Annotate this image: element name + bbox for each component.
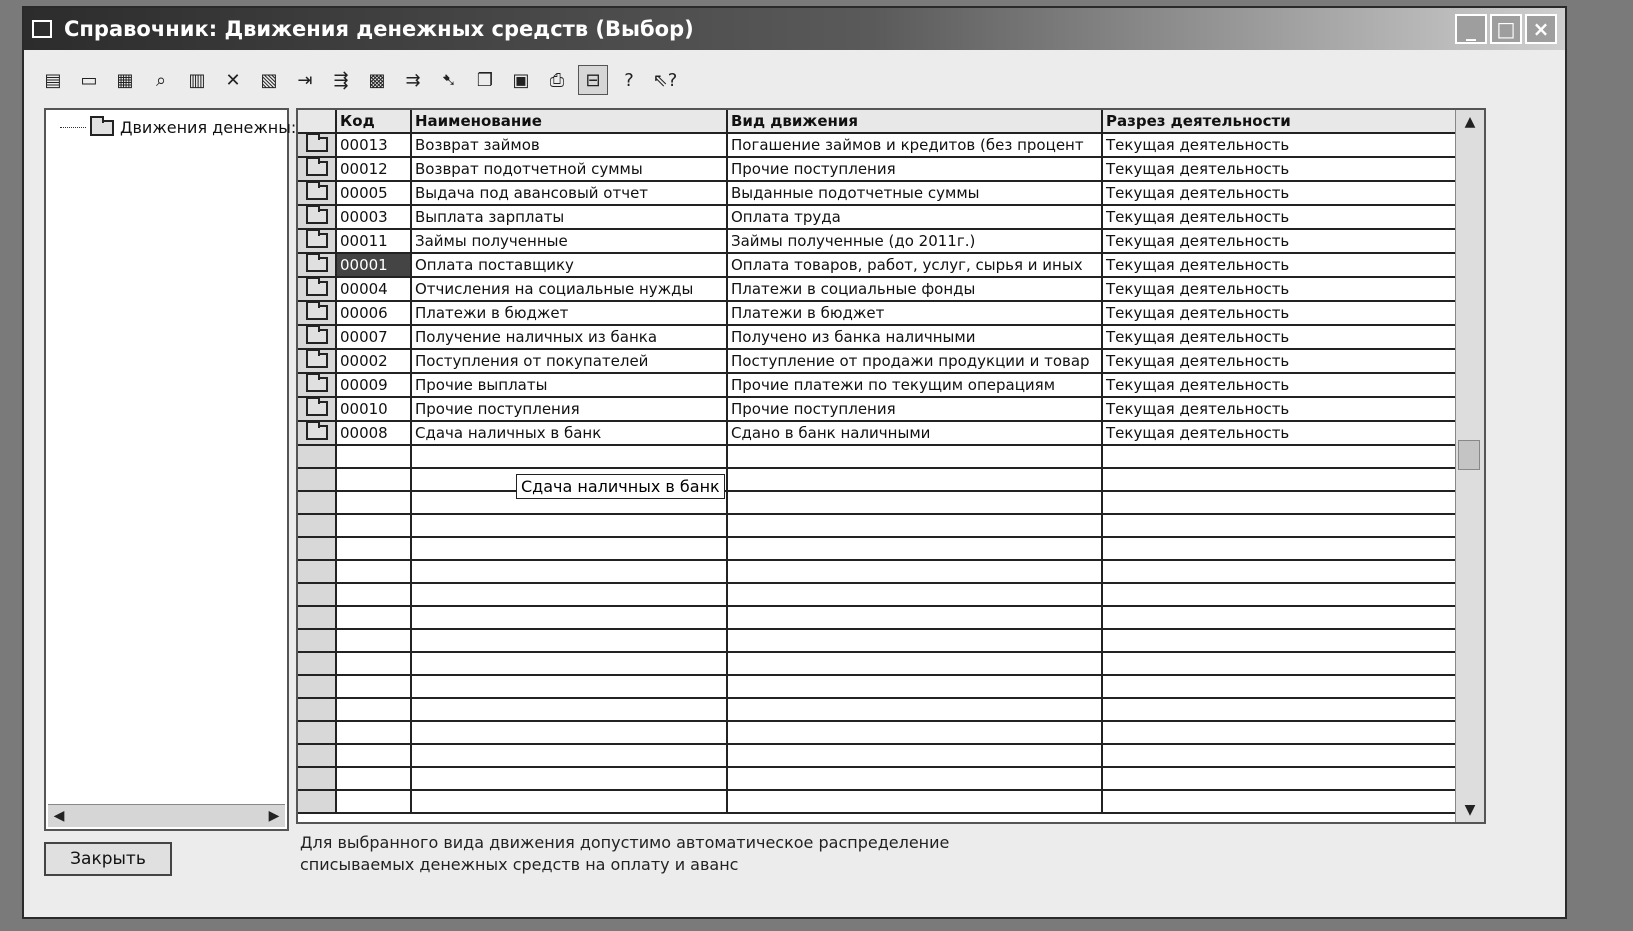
folder-icon bbox=[306, 185, 328, 200]
empty-cell bbox=[727, 606, 1102, 629]
tree-connector bbox=[60, 127, 86, 128]
cell-name[interactable]: Прочие поступления bbox=[411, 397, 727, 421]
empty-cell bbox=[336, 698, 411, 721]
empty-row bbox=[298, 629, 1456, 652]
mark-delete-icon[interactable]: ▧ bbox=[260, 69, 278, 91]
scroll-thumb[interactable] bbox=[1458, 440, 1480, 470]
copy-icon[interactable]: ▦ bbox=[116, 69, 134, 91]
cell-code[interactable]: 00007 bbox=[336, 325, 411, 349]
row-icon-cell bbox=[298, 301, 336, 325]
minimize-button[interactable]: _ bbox=[1455, 14, 1487, 44]
table-row[interactable] bbox=[298, 349, 1456, 373]
cell-name[interactable]: Оплата поставщику bbox=[411, 253, 727, 277]
table-row[interactable] bbox=[298, 325, 1456, 349]
empty-cell bbox=[411, 606, 727, 629]
row-icon-cell bbox=[298, 229, 336, 253]
title-bar[interactable] bbox=[24, 8, 1565, 50]
empty-cell bbox=[1102, 744, 1456, 767]
empty-cell bbox=[1102, 445, 1456, 468]
toolbar bbox=[38, 60, 680, 100]
cell-code[interactable]: 00004 bbox=[336, 277, 411, 301]
cell-code[interactable]: 00011 bbox=[336, 229, 411, 253]
empty-row bbox=[298, 790, 1456, 813]
empty-cell bbox=[298, 514, 336, 537]
empty-row bbox=[298, 514, 1456, 537]
scroll-right-icon[interactable]: ▶ bbox=[268, 808, 280, 824]
empty-cell bbox=[411, 583, 727, 606]
empty-cell bbox=[727, 537, 1102, 560]
cell-name[interactable]: Возврат займов bbox=[411, 133, 727, 157]
empty-cell bbox=[298, 629, 336, 652]
empty-row bbox=[298, 491, 1456, 514]
empty-cell bbox=[298, 675, 336, 698]
empty-cell bbox=[727, 698, 1102, 721]
empty-row bbox=[298, 767, 1456, 790]
table-row[interactable] bbox=[298, 253, 1456, 277]
empty-cell bbox=[336, 721, 411, 744]
cell-kind[interactable]: Выданные подотчетные суммы bbox=[727, 181, 1102, 205]
cell-name[interactable]: Платежи в бюджет bbox=[411, 301, 727, 325]
folder-icon bbox=[306, 209, 328, 224]
cell-code[interactable]: 00008 bbox=[336, 421, 411, 445]
folder-icon bbox=[306, 401, 328, 416]
empty-cell bbox=[411, 698, 727, 721]
cell-code[interactable]: 00005 bbox=[336, 181, 411, 205]
cell-code[interactable]: 00009 bbox=[336, 373, 411, 397]
empty-cell bbox=[727, 491, 1102, 514]
folder-icon bbox=[306, 161, 328, 176]
cell-section[interactable]: Текущая деятельность bbox=[1102, 325, 1456, 349]
empty-cell bbox=[727, 468, 1102, 491]
edit-icon[interactable]: ▥ bbox=[188, 69, 206, 91]
empty-cell bbox=[298, 583, 336, 606]
empty-cell bbox=[727, 721, 1102, 744]
cell-section[interactable]: Текущая деятельность bbox=[1102, 373, 1456, 397]
folder-icon bbox=[306, 281, 328, 296]
close-window-button[interactable]: × bbox=[1525, 14, 1557, 44]
empty-row bbox=[298, 537, 1456, 560]
row-icon-cell bbox=[298, 133, 336, 157]
row-icon-cell bbox=[298, 253, 336, 277]
empty-cell bbox=[1102, 698, 1456, 721]
empty-cell bbox=[336, 445, 411, 468]
cell-kind[interactable]: Погашение займов и кредитов (без процент bbox=[727, 133, 1102, 157]
empty-cell bbox=[411, 560, 727, 583]
empty-row bbox=[298, 468, 1456, 491]
column-header-name[interactable]: Наименование bbox=[411, 110, 727, 133]
row-icon-cell bbox=[298, 325, 336, 349]
empty-cell bbox=[411, 675, 727, 698]
row-icon-cell bbox=[298, 421, 336, 445]
empty-row bbox=[298, 560, 1456, 583]
cell-section[interactable]: Текущая деятельность bbox=[1102, 205, 1456, 229]
empty-cell bbox=[336, 537, 411, 560]
header-row bbox=[298, 110, 1456, 133]
context-help-icon[interactable]: ⇖? bbox=[652, 69, 678, 91]
filter-off-icon[interactable]: ▩ bbox=[368, 69, 386, 91]
empty-cell bbox=[1102, 767, 1456, 790]
empty-cell bbox=[298, 767, 336, 790]
empty-cell bbox=[411, 514, 727, 537]
cell-section[interactable]: Текущая деятельность bbox=[1102, 421, 1456, 445]
table-row[interactable] bbox=[298, 181, 1456, 205]
cell-code[interactable]: 00013 bbox=[336, 133, 411, 157]
cell-kind[interactable]: Сдано в банк наличными bbox=[727, 421, 1102, 445]
table-row[interactable] bbox=[298, 133, 1456, 157]
hierarchy-icon[interactable]: ⊟ bbox=[578, 65, 608, 95]
cell-code[interactable]: 00002 bbox=[336, 349, 411, 373]
empty-cell bbox=[298, 606, 336, 629]
empty-cell bbox=[411, 537, 727, 560]
cell-name[interactable]: Поступления от покупателей bbox=[411, 349, 727, 373]
empty-row bbox=[298, 606, 1456, 629]
cell-kind[interactable]: Оплата труда bbox=[727, 205, 1102, 229]
empty-cell bbox=[298, 468, 336, 491]
cell-name[interactable]: Отчисления на социальные нужды bbox=[411, 277, 727, 301]
cell-kind[interactable]: Получено из банка наличными bbox=[727, 325, 1102, 349]
folder-icon bbox=[306, 353, 328, 368]
empty-cell bbox=[727, 445, 1102, 468]
empty-row bbox=[298, 675, 1456, 698]
folder-icon bbox=[306, 425, 328, 440]
cell-section[interactable]: Текущая деятельность bbox=[1102, 133, 1456, 157]
cell-kind[interactable]: Платежи в социальные фонды bbox=[727, 277, 1102, 301]
cell-name[interactable]: Займы полученные bbox=[411, 229, 727, 253]
empty-cell bbox=[298, 698, 336, 721]
hint-line-1: Для выбранного вида движения допустимо автоматическое распределение bbox=[300, 833, 950, 852]
cell-name[interactable]: Сдача наличных в банк bbox=[411, 421, 727, 445]
cell-code[interactable]: 00010 bbox=[336, 397, 411, 421]
tree-horizontal-scrollbar[interactable] bbox=[48, 804, 285, 827]
empty-row bbox=[298, 652, 1456, 675]
empty-cell bbox=[727, 767, 1102, 790]
empty-cell bbox=[298, 744, 336, 767]
cell-section[interactable]: Текущая деятельность bbox=[1102, 229, 1456, 253]
cell-kind[interactable]: Платежи в бюджет bbox=[727, 301, 1102, 325]
window-title: Справочник: Движения денежных средств (Выбор) bbox=[64, 17, 694, 41]
items-grid[interactable] bbox=[296, 108, 1486, 824]
new-icon[interactable]: ▤ bbox=[44, 69, 62, 91]
cell-kind[interactable]: Займы полученные (до 2011г.) bbox=[727, 229, 1102, 253]
column-header-section[interactable]: Разрез деятельности bbox=[1102, 110, 1456, 133]
empty-cell bbox=[1102, 675, 1456, 698]
hint-text bbox=[300, 832, 949, 876]
new-folder-icon[interactable]: ▭ bbox=[80, 69, 98, 91]
empty-cell bbox=[336, 744, 411, 767]
table-row[interactable] bbox=[298, 277, 1456, 301]
close-button[interactable]: Закрыть bbox=[44, 842, 172, 876]
empty-cell bbox=[411, 721, 727, 744]
empty-cell bbox=[1102, 606, 1456, 629]
history-icon[interactable]: ⇉ bbox=[405, 69, 421, 91]
empty-row bbox=[298, 445, 1456, 468]
cell-name[interactable]: Возврат подотчетной суммы bbox=[411, 157, 727, 181]
row-icon-cell bbox=[298, 373, 336, 397]
find-icon[interactable]: ⌕ bbox=[155, 69, 167, 91]
folder-icon bbox=[306, 233, 328, 248]
empty-cell bbox=[411, 445, 727, 468]
empty-cell bbox=[298, 491, 336, 514]
empty-row bbox=[298, 583, 1456, 606]
empty-cell bbox=[411, 790, 727, 813]
cell-code[interactable]: 00012 bbox=[336, 157, 411, 181]
cell-name[interactable]: Выдача под авансовый отчет bbox=[411, 181, 727, 205]
empty-cell bbox=[298, 790, 336, 813]
cell-section[interactable]: Текущая деятельность bbox=[1102, 349, 1456, 373]
tree-item-label: Движения денежны: bbox=[120, 118, 297, 137]
empty-cell bbox=[298, 560, 336, 583]
delete-icon[interactable]: ✕ bbox=[225, 69, 241, 91]
cell-name[interactable]: Получение наличных из банка bbox=[411, 325, 727, 349]
row-icon-cell bbox=[298, 157, 336, 181]
folder-icon bbox=[306, 329, 328, 344]
empty-cell bbox=[727, 652, 1102, 675]
empty-cell bbox=[727, 583, 1102, 606]
cell-kind[interactable]: Прочие поступления bbox=[727, 157, 1102, 181]
table-row[interactable] bbox=[298, 157, 1456, 181]
empty-cell bbox=[727, 629, 1102, 652]
column-header-kind[interactable]: Вид движения bbox=[727, 110, 1102, 133]
empty-cell bbox=[727, 514, 1102, 537]
cell-tooltip: Сдача наличных в банк bbox=[516, 474, 725, 499]
empty-cell bbox=[411, 652, 727, 675]
cell-name[interactable]: Выплата зарплаты bbox=[411, 205, 727, 229]
empty-cell bbox=[411, 744, 727, 767]
scroll-left-icon[interactable]: ◀ bbox=[53, 808, 65, 824]
empty-cell bbox=[336, 629, 411, 652]
scroll-down-icon[interactable]: ▼ bbox=[1464, 802, 1476, 818]
empty-cell bbox=[336, 583, 411, 606]
empty-cell bbox=[298, 721, 336, 744]
empty-cell bbox=[298, 445, 336, 468]
cell-section[interactable]: Текущая деятельность bbox=[1102, 181, 1456, 205]
cell-kind[interactable]: Прочие платежи по текущим операциям bbox=[727, 373, 1102, 397]
empty-cell bbox=[1102, 721, 1456, 744]
cell-section[interactable]: Текущая деятельность bbox=[1102, 301, 1456, 325]
hint-line-2: списываемых денежных средств на оплату и аванс bbox=[300, 855, 739, 874]
empty-row bbox=[298, 744, 1456, 767]
table-row[interactable] bbox=[298, 397, 1456, 421]
empty-cell bbox=[336, 491, 411, 514]
table-row[interactable] bbox=[298, 205, 1456, 229]
empty-cell bbox=[411, 629, 727, 652]
empty-row bbox=[298, 698, 1456, 721]
reference-window bbox=[22, 6, 1567, 919]
cell-code[interactable]: 00001 bbox=[336, 253, 411, 277]
items-table bbox=[298, 110, 1457, 814]
empty-cell bbox=[1102, 514, 1456, 537]
empty-row bbox=[298, 721, 1456, 744]
cell-name[interactable]: Прочие выплаты bbox=[411, 373, 727, 397]
cell-section[interactable]: Текущая деятельность bbox=[1102, 157, 1456, 181]
filter-icon[interactable]: ⇶ bbox=[333, 69, 349, 91]
group-tree[interactable] bbox=[44, 108, 297, 831]
cell-kind[interactable]: Прочие поступления bbox=[727, 397, 1102, 421]
clone-icon[interactable]: ❐ bbox=[476, 69, 494, 91]
grid-vertical-scrollbar[interactable] bbox=[1455, 110, 1484, 822]
table-row[interactable] bbox=[298, 229, 1456, 253]
empty-cell bbox=[727, 560, 1102, 583]
cell-kind[interactable]: Поступление от продажи продукции и товар bbox=[727, 349, 1102, 373]
empty-cell bbox=[1102, 790, 1456, 813]
select-icon[interactable]: ➷ bbox=[441, 69, 457, 91]
cell-section[interactable]: Текущая деятельность bbox=[1102, 277, 1456, 301]
empty-cell bbox=[298, 537, 336, 560]
empty-cell bbox=[1102, 491, 1456, 514]
cell-section[interactable]: Текущая деятельность bbox=[1102, 253, 1456, 277]
empty-cell bbox=[336, 514, 411, 537]
empty-cell bbox=[336, 767, 411, 790]
table-row[interactable] bbox=[298, 301, 1456, 325]
empty-cell bbox=[727, 744, 1102, 767]
table-row[interactable] bbox=[298, 421, 1456, 445]
table-row[interactable] bbox=[298, 373, 1456, 397]
empty-cell bbox=[336, 790, 411, 813]
empty-cell bbox=[1102, 629, 1456, 652]
folder-icon bbox=[306, 305, 328, 320]
tree-item-root[interactable] bbox=[60, 118, 296, 137]
app-icon bbox=[32, 20, 52, 38]
folder-icon bbox=[306, 257, 328, 272]
empty-cell bbox=[336, 675, 411, 698]
row-icon-cell bbox=[298, 397, 336, 421]
empty-cell bbox=[336, 560, 411, 583]
empty-cell bbox=[727, 675, 1102, 698]
scroll-up-icon[interactable]: ▲ bbox=[1464, 114, 1476, 130]
row-icon-cell bbox=[298, 277, 336, 301]
help-icon[interactable]: ? bbox=[624, 69, 634, 91]
empty-cell bbox=[1102, 560, 1456, 583]
empty-cell bbox=[727, 790, 1102, 813]
empty-cell bbox=[1102, 652, 1456, 675]
folder-icon bbox=[306, 137, 328, 152]
print-icon[interactable]: ▣ bbox=[512, 69, 530, 91]
cell-code[interactable]: 00006 bbox=[336, 301, 411, 325]
empty-cell bbox=[336, 468, 411, 491]
empty-cell bbox=[336, 606, 411, 629]
folder-icon bbox=[306, 377, 328, 392]
maximize-button[interactable]: □ bbox=[1490, 14, 1522, 44]
row-icon-cell bbox=[298, 181, 336, 205]
cell-kind[interactable]: Оплата товаров, работ, услуг, сырья и иных bbox=[727, 253, 1102, 277]
empty-cell bbox=[298, 652, 336, 675]
column-header-code[interactable]: Код bbox=[336, 110, 411, 133]
column-header-icon bbox=[298, 110, 336, 133]
row-icon-cell bbox=[298, 349, 336, 373]
empty-cell bbox=[1102, 468, 1456, 491]
cell-code[interactable]: 00003 bbox=[336, 205, 411, 229]
cell-section[interactable]: Текущая деятельность bbox=[1102, 397, 1456, 421]
row-icon-cell bbox=[298, 205, 336, 229]
empty-cell bbox=[336, 652, 411, 675]
empty-cell bbox=[1102, 537, 1456, 560]
move-icon[interactable]: ⇥ bbox=[297, 69, 313, 91]
empty-cell bbox=[1102, 583, 1456, 606]
export-icon[interactable]: ⎙ bbox=[549, 69, 565, 91]
empty-cell bbox=[411, 767, 727, 790]
folder-icon bbox=[90, 120, 114, 136]
